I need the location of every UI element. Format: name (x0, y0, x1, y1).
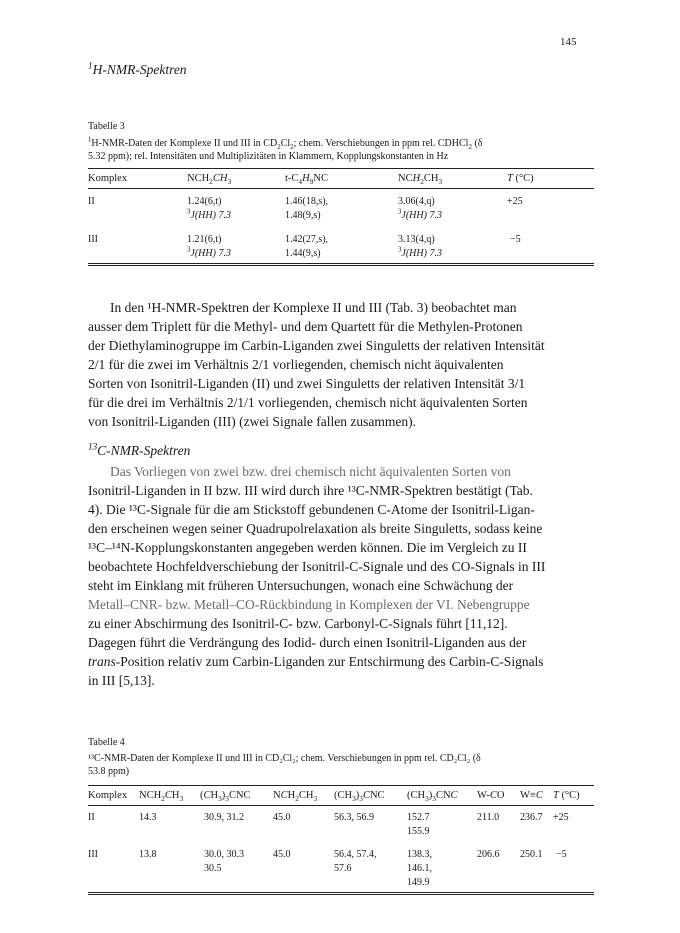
t4-cell: 155.9 (407, 826, 430, 837)
caption-line2: 53.8 ppm) (88, 766, 130, 777)
table3-name: Tabelle 3 (88, 121, 125, 132)
t3-cell: 1.42(27,s), (285, 234, 329, 245)
t4-cell: 206.6 (477, 849, 500, 860)
t4-cell: 13.8 (139, 849, 157, 860)
table4-caption (88, 752, 598, 778)
table4-name: Tabelle 4 (88, 737, 125, 748)
t3-cell: 1.48(9,s) (285, 210, 321, 221)
section-heading-1h-nmr (88, 62, 187, 78)
text-line: der Diethylaminogruppe im Carbin-Liganden zwei Singuletts der relativen Intensität (88, 338, 545, 353)
t3-header-temp: T (°C) (507, 173, 534, 184)
t3-header-tbutyl: $t-C_4H_9NC$ (285, 173, 328, 187)
t4-cell: 211.0 (477, 812, 500, 823)
caption-part: ; chem. Verschiebungen in ppm rel. CDHCl (293, 138, 469, 149)
caption-sup: 1 (88, 136, 92, 144)
text-line: Das Vorliegen von zwei bzw. drei chemisch nicht äquivalenten Sorten von (110, 464, 511, 479)
t4-header-temp: T (°C) (553, 790, 580, 801)
t3-cell-temp: −5 (510, 234, 521, 245)
t4-cell: 57.6 (334, 863, 352, 874)
t3-cell: 1.46(18,s), (285, 196, 329, 207)
text-line: Sorten von Isonitril-Liganden (II) und zwei Singuletts der relativen Intensität 3/1 (88, 376, 526, 391)
t4-cell: 45.0 (273, 812, 291, 823)
t3-cell: 3.13(4,q) (398, 234, 435, 245)
t3-row-komplex: II (88, 196, 95, 207)
t4-header-nch2: $NCH_2CH_3$ (273, 790, 318, 804)
t3-header-nch2: $NCH_2CH_3$ (398, 173, 443, 187)
t4-cell: 30.5 (204, 863, 222, 874)
t3-cell: $^3$J(HH) 7.3 (187, 208, 231, 221)
t3-header-nch2ch3: $NCH_2CH_3$ (187, 173, 232, 187)
caption-part: Cl (280, 138, 291, 149)
t4-cell: 250.1 (520, 849, 543, 860)
t4-header-komplex: Komplex (88, 790, 128, 801)
text-line: 4). Die ¹³C-Signale für die am Stickstoff gebundenen C-Atome der Isonitril-Ligan- (88, 502, 535, 517)
text-line: von Isonitril-Liganden (III) (zwei Signale fallen zusammen). (88, 414, 417, 429)
heading-superscript: 1 (88, 60, 93, 71)
t4-cell-temp: −5 (556, 849, 567, 860)
t4-cell: 138.3, (407, 849, 432, 860)
caption-line2: 5.32 ppm); rel. Intensitäten und Multiplizitäten in Klammern, Kopplungskonstanten in Hz (88, 151, 449, 162)
heading-superscript: 13 (88, 441, 98, 452)
heading-text: H-NMR-Spektren (92, 62, 187, 77)
t4-header-nch2ch3: $NCH_2CH_3$ (139, 790, 184, 804)
t4-cell: 149.9 (407, 877, 430, 888)
t4-cell: 14.3 (139, 812, 157, 823)
t4-row-komplex: III (88, 849, 98, 860)
text-line: ¹³C–¹⁴N-Kopplungskonstanten angegeben werden können. Die im Vergleich zu II (88, 540, 527, 555)
t4-header-ch3-3cnc-b: $(CH_3)_3CNC$ (334, 790, 385, 804)
t3-row-komplex: III (88, 234, 98, 245)
t3-cell: 3.06(4,q) (398, 196, 435, 207)
t4-cell: 45.0 (273, 849, 291, 860)
table4-header-rule (88, 805, 594, 806)
table4-top-rule (88, 785, 594, 786)
trans-rest: -Position relativ zum Carbin-Liganden zur Entschirmung des Carbin-C-Signals (115, 654, 544, 669)
text-line: beobachtete Hochfeldverschiebung der Isonitril-C-Signale und des CO-Signals in III (88, 559, 546, 574)
t4-cell: 146.1, (407, 863, 432, 874)
text-line: ausser dem Triplett für die Methyl- und dem Quartett für die Methylen-Protonen (88, 319, 523, 334)
paragraph-1h-nmr (88, 298, 594, 431)
t4-cell: 56.3, 56.9 (334, 812, 374, 823)
text-line: in III [5,13]. (88, 673, 155, 688)
t4-cell-temp: +25 (553, 812, 569, 823)
table3-caption: $^1$H-NMR-Daten der Komplexe II und III in $CD_2Cl_2$; chem. Verschiebungen in ppm rel. CDHCl$_2$ (δ 5.32 ppm); rel. Intensitäten und Multiplizitäten in Klammern, Kopplungskonstanten in Hz (88, 136, 483, 162)
t4-cell: 152.7 (407, 812, 430, 823)
t4-row-komplex: II (88, 812, 95, 823)
table3-bottom-rule (88, 263, 594, 266)
t3-cell-temp: +25 (507, 196, 523, 207)
t3-cell: $^3$J(HH) 7.3 (398, 246, 442, 259)
t3-cell: 1.44(9,s) (285, 248, 321, 259)
t3-cell: $^3$J(HH) 7.3 (187, 246, 231, 259)
text-line: zu einer Abschirmung des Isonitril-C- bzw. Carbonyl-C-Signals führt [11,12]. (88, 616, 508, 631)
t4-cell: 56.4, 57.4, (334, 849, 377, 860)
t4-cell: 30.0, 30.3 (204, 849, 244, 860)
caption-part: H-NMR-Daten der Komplexe II und III in CD (91, 138, 278, 149)
text-line: Metall–CNR- bzw. Metall–CO-Rückbindung in Komplexen der VI. Nebengruppe (88, 597, 530, 612)
paragraph-13c-nmr (88, 462, 594, 690)
t4-header-ch3-3cnc-c: $(CH_3)_3CNC$ (407, 790, 458, 804)
t3-header-komplex: Komplex (88, 173, 128, 184)
table4-bottom-rule (88, 892, 594, 895)
table3-header-rule (88, 188, 594, 189)
t4-cell: 236.7 (520, 812, 543, 823)
text-line: für die drei im Verhältnis 2/1/1 vorliegenden, chemisch nicht äquivalenten Sorten (88, 395, 528, 410)
t3-cell: 1.21(6,t) (187, 234, 222, 245)
text-line: den erscheinen wegen seiner Quadrupolrelaxation als breite Singuletts, sodass keine (88, 521, 543, 536)
page-number: 145 (560, 36, 577, 48)
text-line-trans: trans-Position relativ zum Carbin-Liganden zur Entschirmung des Carbin-C-Signals (88, 654, 544, 669)
caption-line1: ¹³C-NMR-Daten der Komplexe II und III in CD₂Cl₂; chem. Verschiebungen in ppm rel. CD₂Cl₂ (δ (88, 753, 481, 764)
text-line: Isonitril-Liganden in II bzw. III wird durch ihre ¹³C-NMR-Spektren bestätigt (Tab. (88, 483, 533, 498)
text-line: In den ¹H-NMR-Spektren der Komplexe II und III (Tab. 3) beobachtet man (110, 300, 517, 315)
t3-cell: 1.24(6,t) (187, 196, 222, 207)
t4-header-wc: W≡C (520, 790, 543, 801)
table3-top-rule (88, 168, 594, 169)
section-heading-13c-nmr (88, 443, 190, 459)
heading-text: C-NMR-Spektren (97, 443, 191, 458)
caption-part: (δ (471, 138, 483, 149)
text-line: steht im Einklang mit früheren Untersuchungen, wonach eine Schwächung der (88, 578, 514, 593)
text-line: 2/1 für die zwei im Verhältnis 2/1 vorliegenden, chemisch nicht äquivalenten (88, 357, 504, 372)
t4-cell: 30.9, 31.2 (204, 812, 244, 823)
t3-cell: $^3$J(HH) 7.3 (398, 208, 442, 221)
t4-header-ch3-3cnc: $(CH_3)_3CNC$ (200, 790, 251, 804)
text-line: Dagegen führt die Verdrängung des Iodid- durch einen Isonitril-Liganden aus der (88, 635, 527, 650)
t4-header-wco: W-CO (477, 790, 505, 801)
